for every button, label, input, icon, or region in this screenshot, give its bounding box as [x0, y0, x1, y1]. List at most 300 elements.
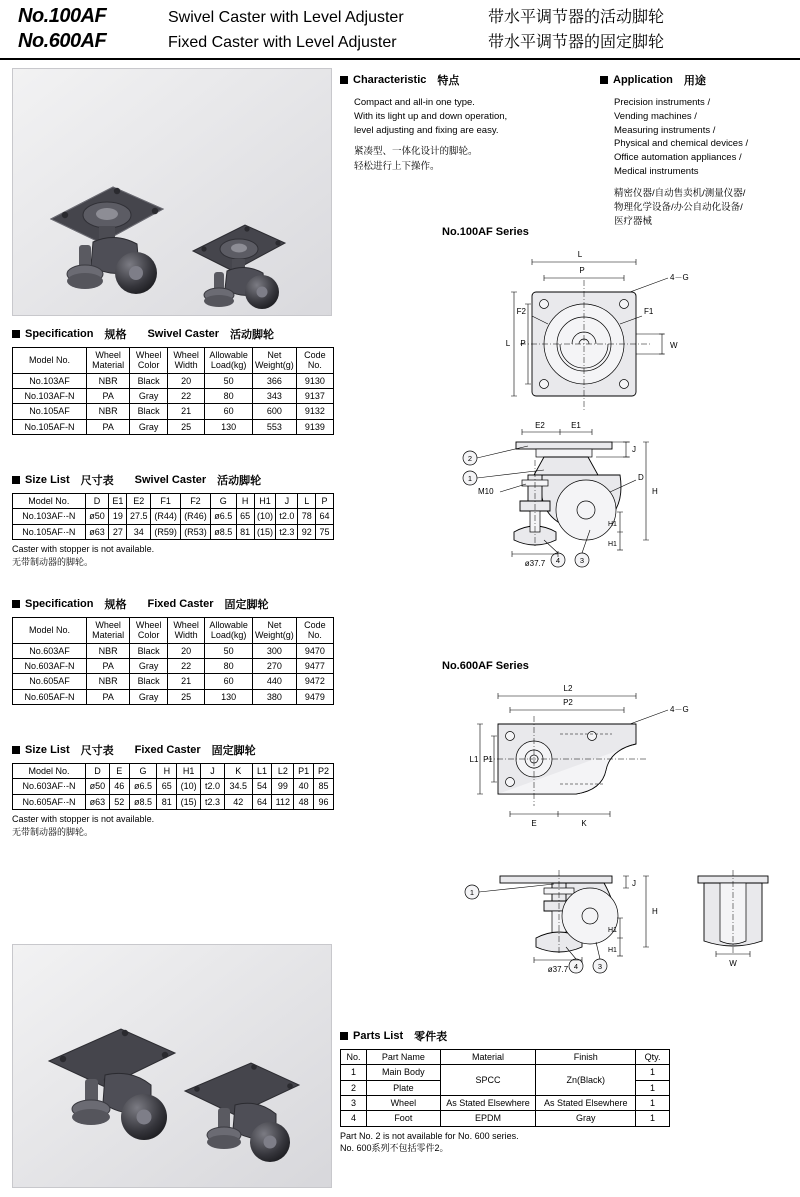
svg-text:K: K — [581, 819, 587, 828]
svg-text:E1: E1 — [571, 421, 581, 430]
characteristic-line-en-2: With its light up and down operation, — [354, 110, 508, 122]
table-header-row — [13, 618, 334, 644]
bullet-square-icon — [12, 330, 20, 338]
cell: 46 — [109, 779, 129, 794]
spec-fixed-subtitle-en: Fixed Caster — [147, 598, 214, 610]
cell: As Stated Elsewhere — [536, 1096, 636, 1111]
col-part-name: Part Name — [366, 1050, 440, 1065]
page-header — [0, 0, 800, 58]
cell: No.105AF — [13, 404, 87, 419]
svg-text:4－G: 4－G — [670, 273, 689, 282]
table-header-row — [13, 764, 334, 779]
col-d: D — [86, 764, 110, 779]
col-wheel-color: Wheel Color — [130, 618, 167, 644]
application-title-cn: 用途 — [683, 75, 706, 87]
header-model-100af: No.100AF — [18, 5, 107, 27]
size-swivel-note-en: Caster with stopper is not available. — [12, 544, 155, 555]
cell: 300 — [252, 643, 296, 658]
svg-text:H: H — [652, 487, 658, 496]
spec-swivel-title-en: Specification — [25, 328, 94, 340]
svg-text:E2: E2 — [535, 421, 545, 430]
spec-swivel-section — [12, 326, 334, 435]
cell: Black — [130, 643, 167, 658]
cell: 25 — [167, 419, 204, 434]
cell: 1 — [636, 1111, 670, 1126]
svg-text:L2: L2 — [563, 684, 573, 693]
cell: Black — [130, 404, 167, 419]
application-title-en: Application — [613, 74, 673, 86]
header-name-cn-100af: 带水平调节器的活动脚轮 — [488, 9, 665, 26]
size-swivel-note-cn: 无带制动器的脚轮。 — [12, 556, 94, 567]
size-fixed-section — [12, 742, 334, 838]
cell: 48 — [294, 794, 314, 809]
table-row — [13, 389, 334, 404]
cell: 81 — [157, 794, 177, 809]
col-model-no: Model No. — [13, 618, 87, 644]
cell: 92 — [298, 524, 316, 539]
cell: ø8.5 — [210, 524, 236, 539]
size-fixed-title-en: Size List — [25, 744, 70, 756]
col-model-no: Model No. — [13, 494, 86, 509]
col-code-no: Code No. — [296, 348, 333, 374]
cell: 42 — [224, 794, 252, 809]
fixed-caster-photo — [12, 944, 332, 1188]
col-model-no: Model No. — [13, 348, 87, 374]
parts-list-table — [340, 1049, 670, 1127]
bullet-square-icon — [340, 76, 348, 84]
col-no: No. — [341, 1050, 367, 1065]
col-code-no: Code No. — [296, 618, 333, 644]
svg-text:H1: H1 — [608, 541, 617, 548]
cell: 27 — [109, 524, 127, 539]
size-fixed-note-en: Caster with stopper is not available. — [12, 814, 155, 825]
col-allowable-load: Allowable Load(kg) — [205, 348, 253, 374]
cell: 600 — [252, 404, 296, 419]
cell: Gray — [130, 389, 167, 404]
application-title — [600, 72, 800, 88]
parts-list-title-en: Parts List — [353, 1030, 404, 1042]
svg-text:L: L — [577, 250, 583, 259]
cell: (15) — [177, 794, 201, 809]
size-swivel-title — [12, 472, 334, 488]
table-row — [13, 689, 334, 704]
spec-fixed-title-cn: 规格 — [104, 599, 127, 611]
cell: 50 — [205, 643, 253, 658]
cell: 270 — [252, 659, 296, 674]
cell: (10) — [254, 509, 276, 524]
svg-text:E: E — [531, 819, 537, 828]
col-qty: Qty. — [636, 1050, 670, 1065]
header-name-en-100af: Swivel Caster with Level Adjuster — [168, 9, 404, 26]
parts-list-title-cn: 零件表 — [414, 1031, 448, 1043]
cell: PA — [86, 659, 129, 674]
svg-text:M10: M10 — [478, 487, 494, 496]
cell: NBR — [86, 404, 129, 419]
cell: No.605AF — [13, 674, 87, 689]
cell: 22 — [167, 389, 204, 404]
col-wheel-width: Wheel Width — [167, 618, 204, 644]
cell: 50 — [205, 373, 253, 388]
cell: 366 — [252, 373, 296, 388]
characteristic-title — [340, 72, 580, 88]
cell: 19 — [109, 509, 127, 524]
col-allowable-load: Allowable Load(kg) — [205, 618, 253, 644]
cell: 9132 — [296, 404, 333, 419]
application-line-en-2: Vending machines / — [614, 110, 697, 122]
cell: ø8.5 — [129, 794, 157, 809]
spec-fixed-title-en: Specification — [25, 598, 94, 610]
cell: (R46) — [181, 509, 211, 524]
size-fixed-title — [12, 742, 334, 758]
cell: 2 — [341, 1080, 367, 1095]
col-j: J — [201, 764, 225, 779]
svg-text:4: 4 — [555, 556, 561, 565]
cell: 1 — [636, 1065, 670, 1080]
col-p2: P2 — [314, 764, 334, 779]
cell: ø6.5 — [210, 509, 236, 524]
cell: 1 — [341, 1065, 367, 1080]
svg-text:3: 3 — [597, 962, 603, 971]
svg-text:H1: H1 — [608, 927, 617, 934]
cell: Gray — [536, 1111, 636, 1126]
cell: 21 — [167, 674, 204, 689]
cell: 380 — [252, 689, 296, 704]
cell: 99 — [272, 779, 294, 794]
cell: Black — [130, 674, 167, 689]
cell: 553 — [252, 419, 296, 434]
col-e: E — [109, 764, 129, 779]
size-fixed-subtitle-cn: 固定脚轮 — [211, 745, 256, 757]
cell: t2.3 — [276, 524, 298, 539]
cell: 9137 — [296, 389, 333, 404]
table-row — [13, 659, 334, 674]
col-net-weight: Net Weight(g) — [252, 348, 296, 374]
col-wheel-material: Wheel Material — [86, 348, 129, 374]
cell: 78 — [298, 509, 316, 524]
col-p1: P1 — [294, 764, 314, 779]
col-net-weight: Net Weight(g) — [252, 618, 296, 644]
col-e2: E2 — [127, 494, 151, 509]
cell: Plate — [366, 1080, 440, 1095]
cell: ø63 — [86, 794, 110, 809]
size-fixed-title-cn: 尺寸表 — [80, 745, 114, 757]
svg-text:ø37.7: ø37.7 — [524, 559, 546, 568]
application-line-en-1: Precision instruments / — [614, 97, 711, 108]
table-row — [13, 643, 334, 658]
svg-text:L: L — [505, 339, 511, 348]
characteristic-line-cn-1: 紧凑型、一体化设计的脚轮。 — [354, 146, 478, 158]
cell: 20 — [167, 643, 204, 658]
application-line-cn-3: 医疗器械 — [614, 216, 653, 228]
cell: ø50 — [85, 509, 109, 524]
bullet-square-icon — [12, 476, 20, 484]
cell: Gray — [130, 689, 167, 704]
cell: 20 — [167, 373, 204, 388]
series-100af-drawing — [440, 240, 790, 610]
cell: 9139 — [296, 419, 333, 434]
col-wheel-material: Wheel Material — [86, 618, 129, 644]
col-finish: Finish — [536, 1050, 636, 1065]
col-h1: H1 — [254, 494, 276, 509]
cell: 130 — [205, 419, 253, 434]
application-line-en-5: Office automation appliances / — [614, 152, 742, 164]
table-row — [13, 373, 334, 388]
svg-text:1: 1 — [467, 474, 473, 483]
col-l: L — [298, 494, 316, 509]
svg-text:H1: H1 — [608, 521, 617, 528]
col-g: G — [210, 494, 236, 509]
spec-fixed-section — [12, 596, 334, 705]
parts-list-note-cn: No. 600系列不包括零件2。 — [340, 1143, 449, 1154]
spec-fixed-subtitle-cn: 固定脚轮 — [224, 599, 269, 611]
cell: As Stated Elsewhere — [440, 1096, 536, 1111]
header-row-600af — [18, 29, 800, 54]
cell: Gray — [130, 419, 167, 434]
parts-list-title — [340, 1028, 680, 1044]
characteristic-title-en: Characteristic — [353, 74, 427, 86]
cell: 1 — [636, 1080, 670, 1095]
cell: 52 — [109, 794, 129, 809]
characteristic-title-cn: 特点 — [437, 75, 460, 87]
parts-list-section — [340, 1028, 680, 1155]
table-header-row — [13, 348, 334, 374]
spec-fixed-title — [12, 596, 334, 612]
application-line-cn-1: 精密仪器/自动售卖机/测量仪器/ — [614, 187, 746, 199]
table-header-row — [341, 1050, 670, 1065]
application-line-cn-2: 物理化学设备/办公自动化设备/ — [614, 201, 743, 213]
cell: ø50 — [86, 779, 110, 794]
col-material: Material — [440, 1050, 536, 1065]
col-l1: L1 — [252, 764, 272, 779]
cell: 85 — [314, 779, 334, 794]
cell: No.105AF·-N — [13, 524, 86, 539]
cell: 75 — [316, 524, 334, 539]
application-line-en-6: Medical instruments — [614, 165, 699, 177]
col-h: H — [157, 764, 177, 779]
cell: NBR — [86, 674, 129, 689]
svg-text:P2: P2 — [563, 698, 573, 707]
swivel-caster-photo — [12, 68, 332, 316]
cell: 9477 — [296, 659, 333, 674]
cell: 96 — [314, 794, 334, 809]
col-h1: H1 — [177, 764, 201, 779]
cell: 25 — [167, 689, 204, 704]
col-k: K — [224, 764, 252, 779]
cell: PA — [86, 389, 129, 404]
bullet-square-icon — [12, 600, 20, 608]
col-p: P — [316, 494, 334, 509]
cell: No.105AF-N — [13, 419, 87, 434]
svg-text:F2: F2 — [516, 307, 526, 316]
svg-text:P: P — [520, 339, 526, 348]
application-line-en-4: Physical and chemical devices / — [614, 138, 749, 150]
bullet-square-icon — [340, 1032, 348, 1040]
svg-text:1: 1 — [469, 888, 475, 897]
bullet-square-icon — [600, 76, 608, 84]
svg-text:J: J — [632, 445, 636, 454]
cell: 80 — [205, 389, 253, 404]
table-header-row — [13, 494, 334, 509]
application-section — [600, 72, 800, 229]
svg-text:ø37.7: ø37.7 — [547, 965, 569, 974]
cell: t2.0 — [201, 779, 225, 794]
table-row — [13, 509, 334, 524]
application-body — [600, 96, 800, 229]
col-g: G — [129, 764, 157, 779]
cell: NBR — [86, 643, 129, 658]
size-swivel-table — [12, 493, 334, 540]
cell: 112 — [272, 794, 294, 809]
cell: NBR — [86, 373, 129, 388]
cell: 64 — [252, 794, 272, 809]
cell: SPCC — [440, 1065, 536, 1096]
cell: No.103AF-N — [13, 389, 87, 404]
cell: Wheel — [366, 1096, 440, 1111]
size-fixed-note-cn: 无带制动器的脚轮。 — [12, 826, 94, 837]
svg-text:F1: F1 — [644, 307, 654, 316]
cell: 27.5 — [127, 509, 151, 524]
cell: 80 — [205, 659, 253, 674]
characteristic-line-en-1: Compact and all-in one type. — [354, 97, 475, 108]
header-divider — [0, 58, 800, 60]
svg-text:H: H — [652, 907, 658, 916]
cell: PA — [86, 419, 129, 434]
table-row — [13, 404, 334, 419]
spec-swivel-subtitle-cn: 活动脚轮 — [230, 329, 275, 341]
col-model-no: Model No. — [13, 764, 86, 779]
cell: 440 — [252, 674, 296, 689]
header-name-en-600af: Fixed Caster with Level Adjuster — [168, 34, 397, 51]
cell: 1 — [636, 1096, 670, 1111]
svg-text:J: J — [632, 879, 636, 888]
col-e1: E1 — [109, 494, 127, 509]
cell: ø6.5 — [129, 779, 157, 794]
col-l2: L2 — [272, 764, 294, 779]
col-d: D — [85, 494, 109, 509]
application-line-en-3: Measuring instruments / — [614, 124, 716, 136]
header-row-100af — [18, 4, 800, 29]
spec-swivel-table — [12, 347, 334, 435]
cell: 4 — [341, 1111, 367, 1126]
cell: 65 — [236, 509, 254, 524]
characteristic-section — [340, 72, 580, 174]
svg-text:2: 2 — [467, 454, 473, 463]
cell: (R44) — [151, 509, 181, 524]
col-wheel-color: Wheel Color — [130, 348, 167, 374]
cell: t2.0 — [276, 509, 298, 524]
cell: EPDM — [440, 1111, 536, 1126]
cell: (R53) — [181, 524, 211, 539]
cell: No.603AF-N — [13, 659, 87, 674]
cell: No.603AF·-N — [13, 779, 86, 794]
series-100af-drawing-title: No.100AF Series — [442, 226, 529, 238]
svg-text:W: W — [729, 959, 737, 968]
size-swivel-subtitle-cn: 活动脚轮 — [217, 475, 262, 487]
cell: 60 — [205, 674, 253, 689]
cell: No.103AF — [13, 373, 87, 388]
characteristic-body — [340, 96, 580, 174]
cell: 65 — [157, 779, 177, 794]
table-row — [341, 1096, 670, 1111]
cell: 22 — [167, 659, 204, 674]
spec-swivel-title-cn: 规格 — [104, 329, 127, 341]
size-swivel-title-cn: 尺寸表 — [80, 475, 114, 487]
size-fixed-table — [12, 763, 334, 810]
cell: PA — [86, 689, 129, 704]
series-600af-drawing — [440, 674, 790, 1024]
svg-text:L1: L1 — [469, 755, 479, 764]
table-row — [13, 779, 334, 794]
cell: 21 — [167, 404, 204, 419]
svg-text:H1: H1 — [608, 947, 617, 954]
cell: Black — [130, 373, 167, 388]
svg-text:4－G: 4－G — [670, 705, 689, 714]
table-row — [13, 674, 334, 689]
size-fixed-subtitle-en: Fixed Caster — [134, 744, 201, 756]
col-f2: F2 — [181, 494, 211, 509]
cell: Gray — [130, 659, 167, 674]
cell: 40 — [294, 779, 314, 794]
cell: 9470 — [296, 643, 333, 658]
cell: No.103AF·-N — [13, 509, 86, 524]
cell: Foot — [366, 1111, 440, 1126]
cell: 343 — [252, 389, 296, 404]
col-f1: F1 — [151, 494, 181, 509]
parts-list-note-en: Part No. 2 is not available for No. 600 series. — [340, 1130, 519, 1141]
cell: Zn(Black) — [536, 1065, 636, 1096]
table-row — [13, 419, 334, 434]
table-row — [341, 1065, 670, 1080]
cell: 130 — [205, 689, 253, 704]
cell: 9130 — [296, 373, 333, 388]
characteristic-line-en-3: level adjusting and fixing are easy. — [354, 124, 499, 136]
table-row — [13, 794, 334, 809]
col-j: J — [276, 494, 298, 509]
svg-text:D: D — [638, 473, 644, 482]
bullet-square-icon — [12, 746, 20, 754]
spec-swivel-subtitle-en: Swivel Caster — [147, 328, 220, 340]
col-h: H — [236, 494, 254, 509]
cell: 81 — [236, 524, 254, 539]
cell: No.605AF·-N — [13, 794, 86, 809]
cell: 9479 — [296, 689, 333, 704]
svg-text:P1: P1 — [483, 755, 493, 764]
svg-text:4: 4 — [573, 962, 579, 971]
cell: No.603AF — [13, 643, 87, 658]
cell: t2.3 — [201, 794, 225, 809]
size-swivel-subtitle-en: Swivel Caster — [134, 474, 207, 486]
cell: No.605AF-N — [13, 689, 87, 704]
cell: 34.5 — [224, 779, 252, 794]
cell: 9472 — [296, 674, 333, 689]
size-swivel-section — [12, 472, 334, 568]
cell: 64 — [316, 509, 334, 524]
cell: Main Body — [366, 1065, 440, 1080]
cell: 54 — [252, 779, 272, 794]
col-wheel-width: Wheel Width — [167, 348, 204, 374]
cell: 3 — [341, 1096, 367, 1111]
cell: (15) — [254, 524, 276, 539]
cell: 34 — [127, 524, 151, 539]
svg-text:3: 3 — [579, 556, 585, 565]
table-row — [341, 1111, 670, 1126]
header-name-cn-600af: 带水平调节器的固定脚轮 — [488, 34, 665, 51]
cell: (10) — [177, 779, 201, 794]
cell: ø63 — [85, 524, 109, 539]
spec-swivel-title — [12, 326, 334, 342]
series-600af-drawing-title: No.600AF Series — [442, 660, 529, 672]
svg-text:P: P — [579, 266, 585, 275]
